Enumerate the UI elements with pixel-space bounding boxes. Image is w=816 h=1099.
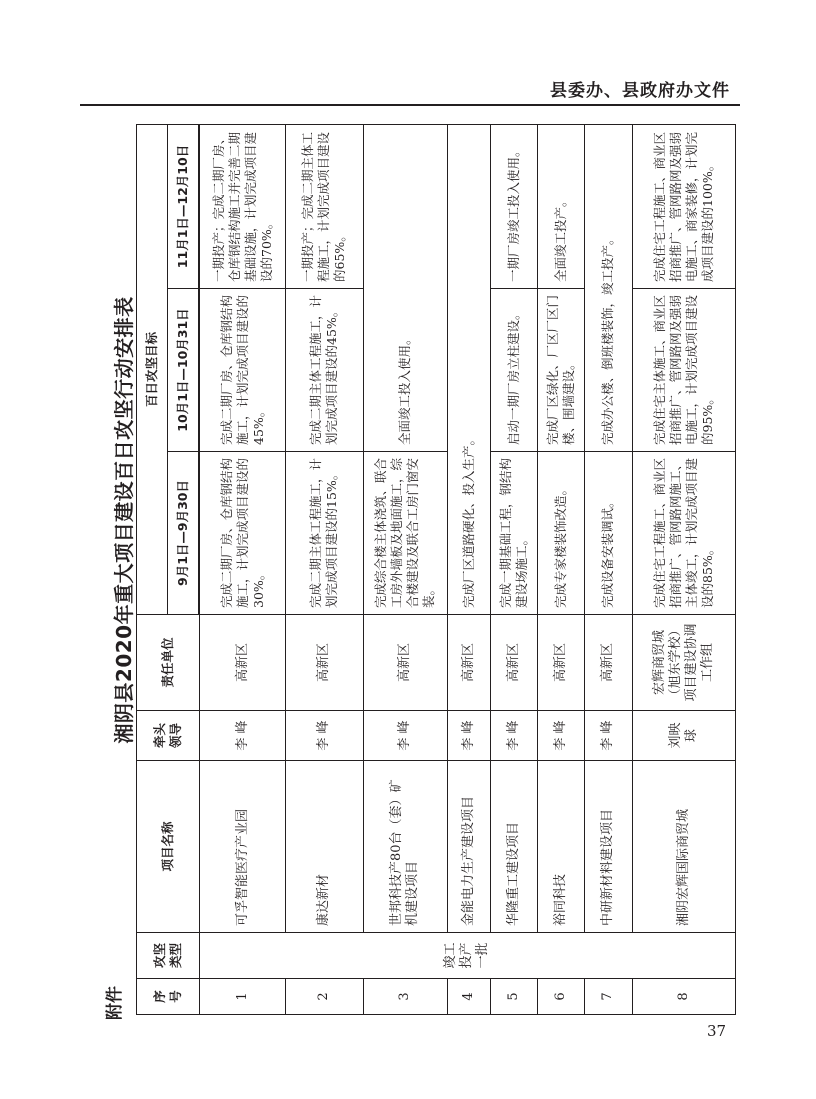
row-leader: 李 峰 [447,711,490,761]
row-goal-period-2: 完成二期厂房、仓库钢结构施工，计划完成项目建设的45%。 [199,289,285,452]
row-goal-period-1: 完成一期基础工程，钢结构建设场施工。 [490,452,537,615]
row-goal-period-1-3: 完成厂区道路硬化、投入生产。 [447,124,490,614]
col-header-leader: 牵头领导 [137,711,200,761]
col-header-period-1: 9月1日—9月30日 [168,452,200,615]
row-project-name: 中研新材料建设项目 [585,761,632,933]
row-unit: 高新区 [363,615,447,711]
row-goal-period-1: 完成二期主体工程施工，计划完成项目建设的15%。 [286,452,363,615]
row-goal-period-3: 全面竣工投产。 [537,124,584,288]
row-leader: 李 峰 [286,711,363,761]
row-project-name: 世邦科技产80台（套）矿机建设项目 [363,761,447,933]
row-unit: 宏辉商贸城（旭东学校）项目建设协调工作组 [632,615,735,711]
row-leader: 李 峰 [585,711,632,761]
row-goal-period-3: 完成住宅工程施工、商业区招商推广、管网路网及强弱电施工、商家装修，计划完成项目建设的100%。 [632,124,735,288]
header-row-1 [137,124,168,1014]
col-header-period-2: 10月1日—10月31日 [168,289,200,452]
row-unit: 高新区 [447,615,490,711]
row-seq: 5 [490,979,537,1015]
col-header-seq: 序号 [137,979,200,1015]
table-row [632,124,735,1014]
row-goal-period-2: 完成二期主体工程施工，计划完成项目建设的45%。 [286,289,363,452]
row-goal-period-2: 完成厂区绿化、厂区厂区门楼、围墙建设。 [537,289,584,452]
page-number: 37 [707,1022,727,1040]
table-row [199,124,285,1014]
schedule-table [136,124,736,1015]
row-goal-period-1: 完成设备安装调试。 [585,452,632,615]
row-unit: 高新区 [490,615,537,711]
row-seq: 2 [286,979,363,1015]
row-goal-period-1: 完成综合楼主体浇筑、联合工房外墙板及地面施工，综合楼建设及联合工房门窗安装。 [363,452,447,615]
row-goal-period-1: 完成专家楼装饰改造。 [537,452,584,615]
row-project-name: 可孚智能医疗产业园 [199,761,285,933]
row-leader: 李 峰 [199,711,285,761]
row-seq: 1 [199,979,285,1015]
row-goal-period-2: 完成住宅主体施工、商业区招商推广、管网路网及强弱电施工，计划完成项目建设的95%。 [632,289,735,452]
type-cell: 竣工投产一批 [199,933,735,979]
row-project-name: 湘阴宏辉国际商贸城 [632,761,735,933]
col-header-unit: 责任单位 [137,615,200,711]
document-header-label: 县委办、县政府办文件 [550,81,730,101]
row-project-name: 金能电力生产建设项目 [447,761,490,933]
row-seq: 3 [363,979,447,1015]
attachment-label: 附件 [105,986,125,1020]
row-leader: 李 峰 [537,711,584,761]
table-row [537,124,584,1014]
col-header-period-3: 11月1日—12月10日 [168,124,200,288]
row-unit: 高新区 [199,615,285,711]
row-seq: 8 [632,979,735,1015]
row-goal-period-2-3: 完成办公楼、倒班楼装饰，竣工投产。 [585,124,632,451]
row-unit: 高新区 [585,615,632,711]
header-rule [80,104,740,106]
col-header-name: 项目名称 [137,761,200,933]
schedule-table-wrapper [136,125,736,1015]
row-seq: 6 [537,979,584,1015]
row-project-name: 康达新材 [286,761,363,933]
row-seq: 4 [447,979,490,1015]
row-goal-period-3: 一期厂房竣工投入使用。 [490,124,537,288]
col-header-goal-group: 百日攻坚目标 [137,124,168,614]
table-row [363,124,447,1014]
row-leader: 刘映球 [632,711,735,761]
table-row [286,124,363,1014]
row-leader: 李 峰 [490,711,537,761]
row-goal-period-2: 启动一期厂房立柱建设。 [490,289,537,452]
table-row [490,124,537,1014]
table-row [585,124,632,1014]
row-project-name: 华隆重工建设项目 [490,761,537,933]
table-row [447,124,490,1014]
row-goal-period-3: 一期投产；完成二期主体工程施工，计划完成项目建设的65%。 [286,124,363,288]
row-project-name: 裕同科技 [537,761,584,933]
row-seq: 7 [585,979,632,1015]
row-goal-period-1: 完成二期厂房、仓库钢结构施工，计划完成项目建设的30%。 [199,452,285,615]
row-goal-period-1: 完成住宅工程施工、商业区招商推广、管网路网施工、主体竣工，计划完成项目建设的85%。 [632,452,735,615]
table-title: 湘阴县2020年重大项目建设百日攻坚行动安排表 [112,296,136,744]
row-goal-period-3: 一期投产；完成二期厂房、仓库钢结构施工并完善二期基础设施，计划完成项目建设的70%。 [199,124,285,288]
col-header-type: 攻坚类型 [137,933,200,979]
row-unit: 高新区 [537,615,584,711]
row-leader: 李 峰 [363,711,447,761]
row-unit: 高新区 [286,615,363,711]
row-goal-period-2-3: 全面竣工投入使用。 [363,124,447,451]
